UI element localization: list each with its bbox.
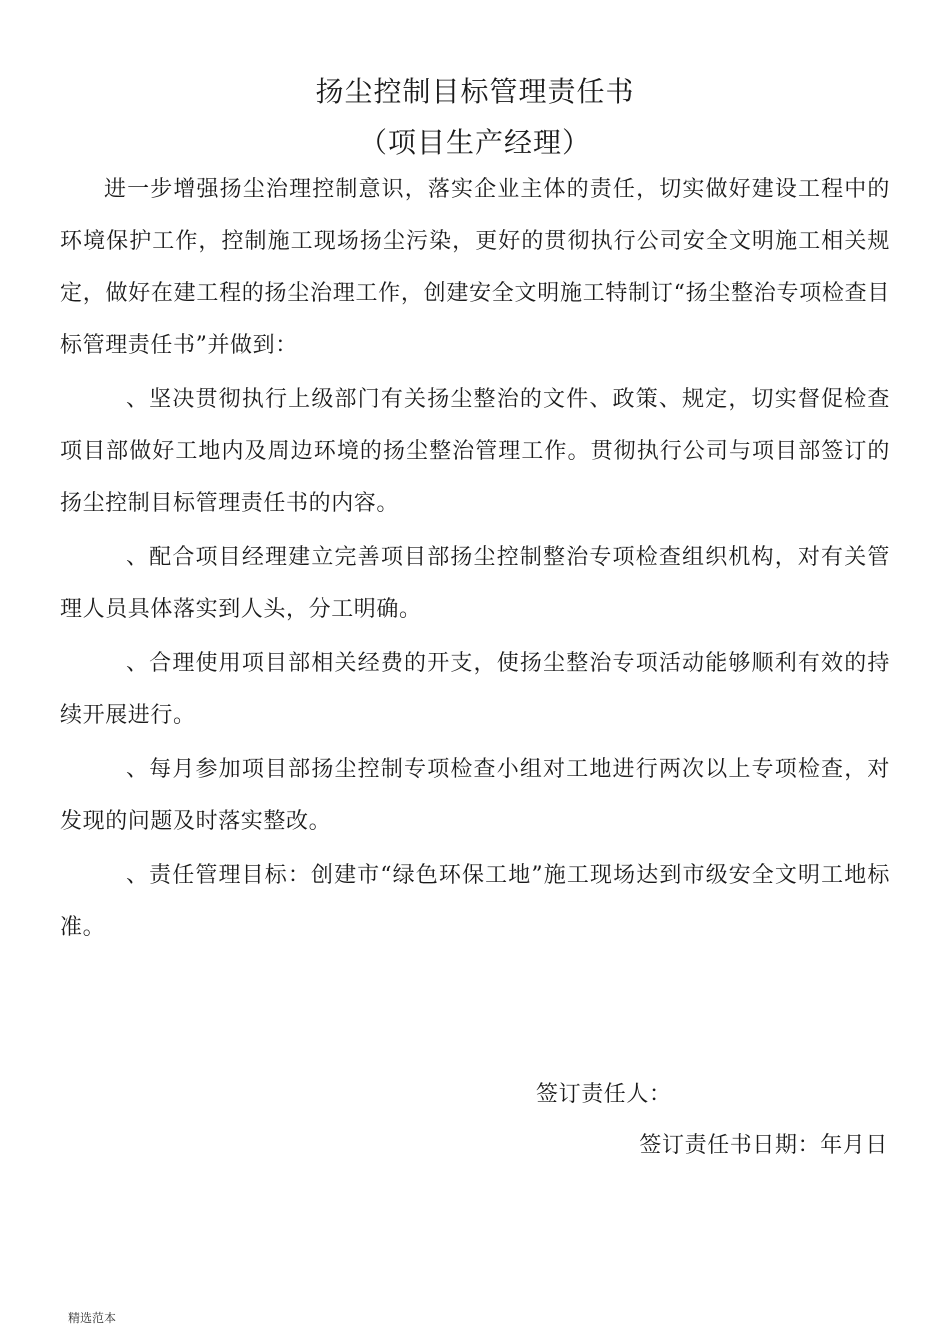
responsibility-item-2: 、配合项目经理建立完善项目部扬尘控制整治专项检查组织机构，对有关管理人员具体落实到人头，分工明确。 <box>60 545 890 622</box>
intro-paragraph: 进一步增强扬尘治理控制意识，落实企业主体的责任，切实做好建设工程中的环境保护工作，控制施工现场扬尘污染，更好的贯彻执行公司安全文明施工相关规定，做好在建工程的扬尘治理工作，创建安全文明施工特制订“扬尘整治专项检查目标管理责任书”并做到： <box>60 177 890 358</box>
signer-label: 签订责任人： <box>536 1082 672 1107</box>
responsibility-item-4: 、每月参加项目部扬尘控制专项检查小组对工地进行两次以上专项检查，对发现的问题及时落实整改。 <box>60 757 890 834</box>
responsibility-item-3: 、合理使用项目部相关经费的开支，使扬尘整治专项活动能够顺利有效的持续开展进行。 <box>60 651 890 728</box>
responsibility-item-1: 、坚决贯彻执行上级部门有关扬尘整治的文件、政策、规定，切实督促检查项目部做好工地内及周边环境的扬尘整治管理工作。贯彻执行公司与项目部签订的扬尘控制目标管理责任书的内容。 <box>60 387 890 516</box>
sign-date-label: 签订责任书日期：年月日 <box>639 1133 888 1158</box>
document-title: 扬尘控制目标管理责任书 <box>315 75 635 108</box>
document-body <box>60 164 890 956</box>
footer-watermark: 精选范本 <box>68 1311 117 1325</box>
document-subtitle: （项目生产经理） <box>358 126 591 159</box>
responsibility-item-5: 、责任管理目标：创建市“绿色环保工地”施工现场达到市级安全文明工地标准。 <box>60 863 890 940</box>
